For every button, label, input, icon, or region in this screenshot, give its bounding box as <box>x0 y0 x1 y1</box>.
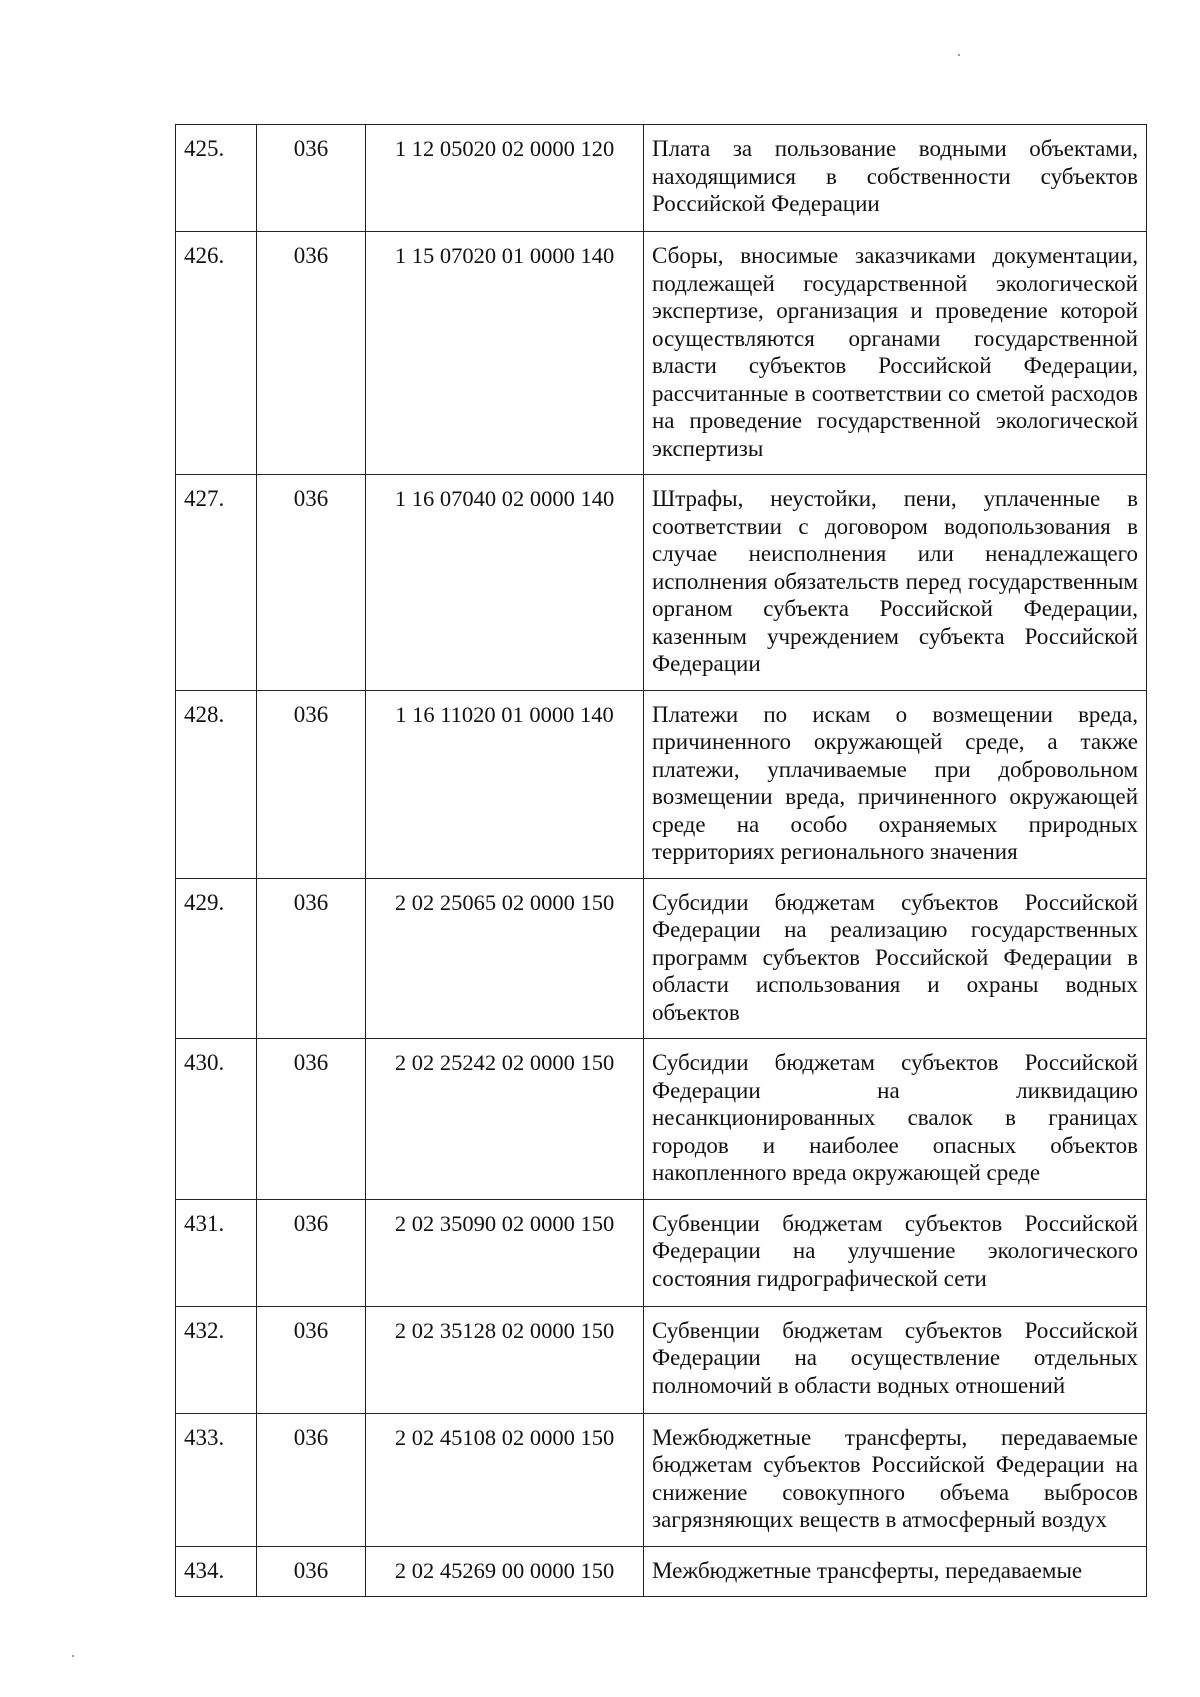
revenue-description: Плата за пользование водными объектами, находящимися в собственности субъектов Российской Федерации <box>644 125 1147 232</box>
revenue-description: Субсидии бюджетам субъектов Российской Федерации на ликвидацию несанкционированных свалок в границах городов и наиболее опасных объектов накопленного вреда окружающей среде <box>644 1039 1147 1200</box>
budget-classification-code: 2 02 25065 02 0000 150 <box>366 878 644 1039</box>
budget-classification-code: 1 16 07040 02 0000 140 <box>366 475 644 691</box>
budget-classification-code: 2 02 45108 02 0000 150 <box>366 1413 644 1546</box>
revenue-description: Межбюджетные трансферты, передаваемые бюджетам субъектов Российской Федерации на снижение совокупного объема выбросов загрязняющих веществ в атмосферный воздух <box>644 1413 1147 1546</box>
table-row <box>176 1306 1147 1413</box>
budget-classification-code: 2 02 35128 02 0000 150 <box>366 1306 644 1413</box>
admin-code: 036 <box>257 1039 366 1200</box>
revenue-description: Субвенции бюджетам субъектов Российской Федерации на улучшение экологического состояния гидрографической сети <box>644 1199 1147 1306</box>
budget-classification-code: 2 02 25242 02 0000 150 <box>366 1039 644 1200</box>
table-row <box>176 1199 1147 1306</box>
row-number: 431. <box>176 1199 257 1306</box>
table-row <box>176 232 1147 475</box>
budget-code-table <box>175 124 1147 1597</box>
row-number: 425. <box>176 125 257 232</box>
row-number: 428. <box>176 690 257 878</box>
row-number: 432. <box>176 1306 257 1413</box>
table-row <box>176 1413 1147 1546</box>
table-row <box>176 878 1147 1039</box>
admin-code: 036 <box>257 1199 366 1306</box>
row-number: 427. <box>176 475 257 691</box>
table-row <box>176 1546 1147 1597</box>
scan-speck <box>72 1655 74 1657</box>
table-row <box>176 690 1147 878</box>
row-number: 430. <box>176 1039 257 1200</box>
admin-code: 036 <box>257 1546 366 1597</box>
admin-code: 036 <box>257 1306 366 1413</box>
row-number: 426. <box>176 232 257 475</box>
revenue-description: Сборы, вносимые заказчиками документации, подлежащей государственной экологической экспертизе, организация и проведение которой осуществляются органами государственной власти субъектов Российской Федерации, рассчитанные в соответствии со сметой расходов на проведение государственной экологической экспертизы <box>644 232 1147 475</box>
budget-classification-code: 1 16 11020 01 0000 140 <box>366 690 644 878</box>
revenue-description: Платежи по искам о возмещении вреда, причиненного окружающей среде, а также платежи, уплачиваемые при добровольном возмещении вреда, причиненного окружающей среде на особо охраняемых природных территориях регионального значения <box>644 690 1147 878</box>
revenue-description: Штрафы, неустойки, пени, уплаченные в соответствии с договором водопользования в случае неисполнения или ненадлежащего исполнения обязательств перед государственным органом субъекта Российской Федерации, казенным учреждением субъекта Российской Федерации <box>644 475 1147 691</box>
scan-speck <box>958 54 960 56</box>
row-number: 434. <box>176 1546 257 1597</box>
admin-code: 036 <box>257 690 366 878</box>
admin-code: 036 <box>257 878 366 1039</box>
admin-code: 036 <box>257 232 366 475</box>
row-number: 433. <box>176 1413 257 1546</box>
budget-classification-code: 2 02 45269 00 0000 150 <box>366 1546 644 1597</box>
admin-code: 036 <box>257 475 366 691</box>
table-row <box>176 475 1147 691</box>
revenue-description: Межбюджетные трансферты, передаваемые <box>644 1546 1147 1597</box>
table-row <box>176 125 1147 232</box>
row-number: 429. <box>176 878 257 1039</box>
budget-classification-code: 2 02 35090 02 0000 150 <box>366 1199 644 1306</box>
table-row <box>176 1039 1147 1200</box>
revenue-description: Субвенции бюджетам субъектов Российской Федерации на осуществление отдельных полномочий в области водных отношений <box>644 1306 1147 1413</box>
budget-classification-code: 1 12 05020 02 0000 120 <box>366 125 644 232</box>
admin-code: 036 <box>257 125 366 232</box>
budget-classification-code: 1 15 07020 01 0000 140 <box>366 232 644 475</box>
revenue-description: Субсидии бюджетам субъектов Российской Федерации на реализацию государственных программ субъектов Российской Федерации в области использования и охраны водных объектов <box>644 878 1147 1039</box>
admin-code: 036 <box>257 1413 366 1546</box>
